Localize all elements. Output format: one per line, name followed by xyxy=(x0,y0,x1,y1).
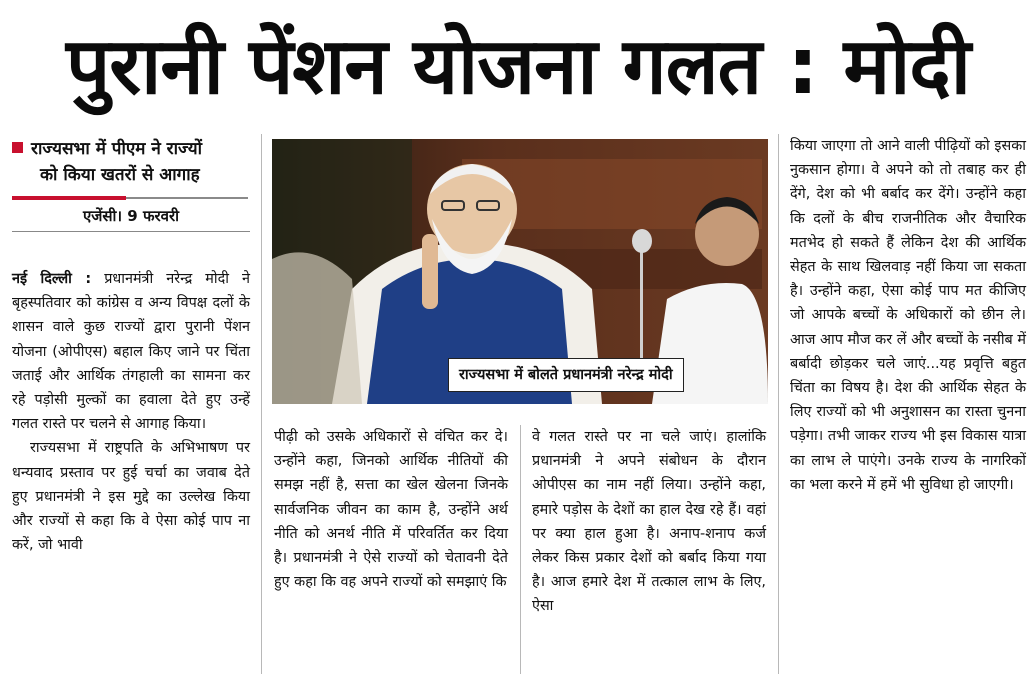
paragraph-3: पीढ़ी को उसके अधिकारों से वंचित कर दे। उन्होंने कहा, जिनको आर्थिक नीतियों की समझ नहीं है, सत्ता का खेल खेलना जिनके सार्वजनिक जीवन का काम है, उन्होंने अर्थ नीति को अनर्थ नीति में परिवर्तित कर दिया है। प्रधानमंत्री ने ऐसे राज्यों को चेतावनी देते हुए कहा कि वह अपने राज्यों को समझाएं कि xyxy=(274,429,508,591)
paragraph-5: किया जाएगा तो आने वाली पीढ़ियों को इसका नुकसान होगा। वे अपने को तो तबाह कर ही देंगे, देश को भी बर्बाद कर देंगे। उन्होंने कहा कि दलों के बीच राजनीतिक और वैचारिक मतभेद हो सकते हैं लेकिन देश की आर्थिक सेहत के साथ खिलवाड़ नहीं किया जा सकता है। उन्होंने कहा, ऐसा कोई पाप मत कीजिए जो आपके बच्चों के अधिकारों को छीन ले। आज आप मौज कर लें और बच्चों के नसीब में बर्बादी छोड़कर चले जाएं...यह प्रवृत्ति बहुत चिंता का विषय है। देश की आर्थिक सेहत के लिए राज्यों को भी अनुशासन का रास्ता चुनना पड़ेगा। तभी जाकर राज्य भी इस विकास यात्रा का लाभ ले पाएंगे। उनके राज्य के नागरिकों का भला करने में हमें भी सुविधा हो जाएगी। xyxy=(790,138,1026,493)
article-column-1 xyxy=(12,267,250,557)
photo-caption: राज्यसभा में बोलते प्रधानमंत्री नरेन्द्र मोदी xyxy=(448,358,684,392)
article-column-4 xyxy=(790,134,1026,497)
grey-divider xyxy=(126,197,248,199)
paragraph-4: वे गलत रास्ते पर ना चले जाएं। हालांकि प्रधानमंत्री ने अपने संबोधन के दौरान ओपीएस का नाम नहीं लिया। उन्होंने कहा, हमारे पड़ोस के देशों का हाल देख रहे हैं। वहां पर क्या हाल हुआ है। अनाप-शनाप कर्ज लेकर किस प्रकार देशों को बर्बाद किया गया है। आज हमारे देश में तत्काल लाभ के लिए, ऐसा xyxy=(532,429,766,615)
paragraph-2: राज्यसभा में राष्ट्रपति के अभिभाषण पर धन्यवाद प्रस्ताव पर हुई चर्चा का जवाब देते हुए प्रधानमंत्री ने इस मुद्दे का उल्लेख किया और राज्यों से कहा कि वे ऐसा कोई पाप ना करें, जो भावी xyxy=(12,440,250,554)
dateline-divider xyxy=(12,231,250,232)
column-divider xyxy=(261,134,262,674)
column-divider xyxy=(520,425,521,674)
subheadline xyxy=(12,136,250,188)
paragraph-1: प्रधानमंत्री नरेन्द्र मोदी ने बृहस्पतिवार को कांग्रेस व अन्य विपक्ष दलों के शासन वाले कुछ राज्यों द्वारा पुरानी पेंशन योजना (ओपीएस) बहाल किए जाने पर चिंता जताई और आर्थिक तंगहाली का सामना कर रहे पड़ोसी मुल्कों का हवाला देते हुए उन्हें गलत रास्ते पर चलने से आगाह किया। xyxy=(12,271,251,433)
column-divider xyxy=(778,134,779,674)
article-column-2 xyxy=(274,425,508,594)
headline: पुरानी पेंशन योजना गलत : मोदी xyxy=(65,22,971,112)
place-name: नई दिल्ली : xyxy=(12,271,92,287)
subheadline-line1: राज्यसभा में पीएम ने राज्यों xyxy=(31,139,203,159)
article-column-3 xyxy=(532,425,766,619)
red-square-bullet-icon xyxy=(12,142,23,153)
subheadline-line2: को किया खतरों से आगाह xyxy=(40,165,200,185)
dateline: एजेंसी। 9 फरवरी xyxy=(82,207,180,225)
red-divider xyxy=(12,196,126,200)
